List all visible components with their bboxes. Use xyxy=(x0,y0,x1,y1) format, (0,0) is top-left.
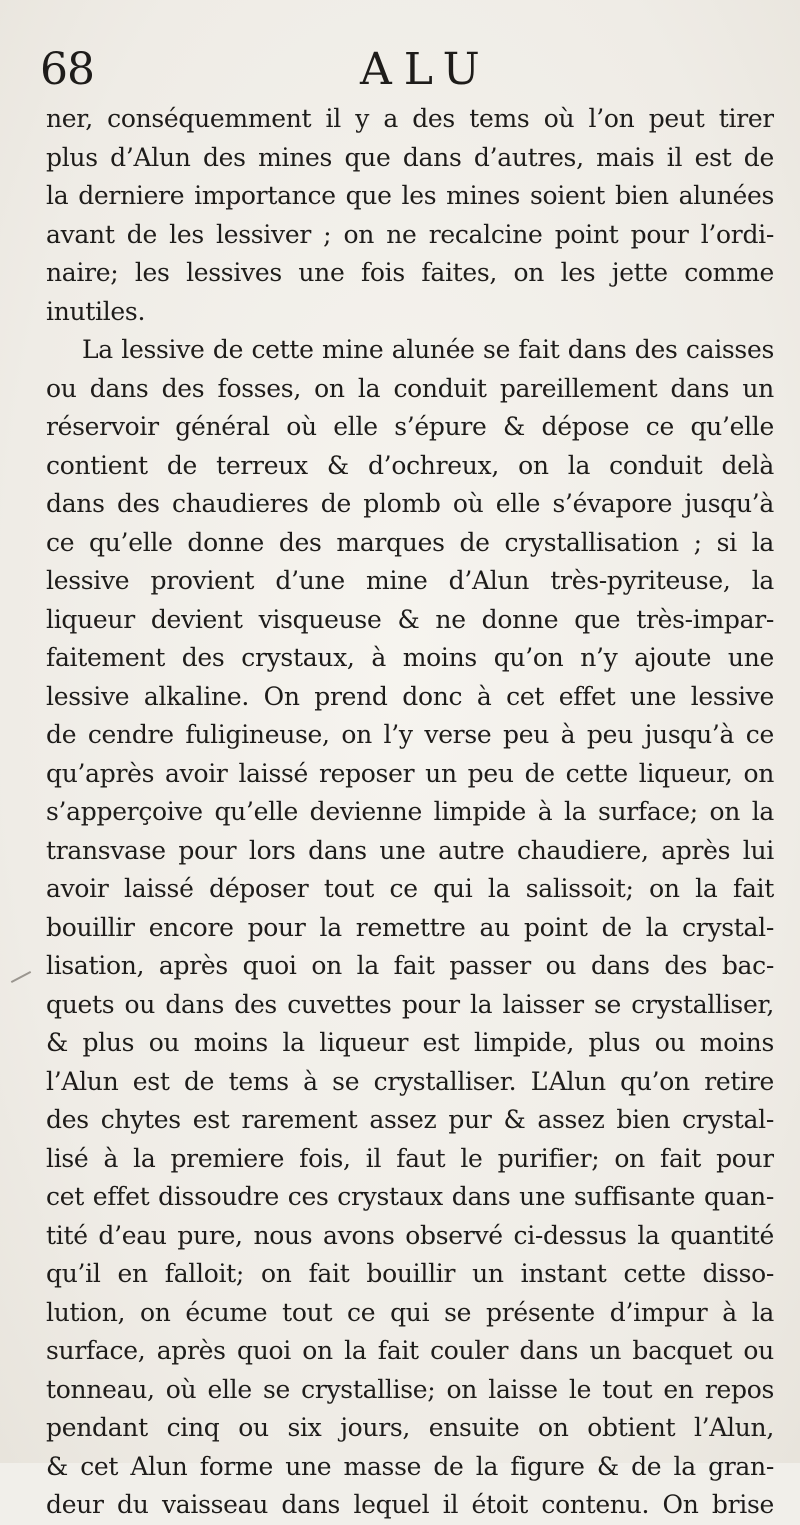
text-line: qu’après avoir laissé reposer un peu de cette liqueur, on xyxy=(46,758,774,788)
text-line: la derniere importance que les mines soient bien alunées xyxy=(46,181,774,210)
text-line: inutiles. xyxy=(46,296,146,326)
text-line: plus d’Alun des mines que dans d’autres, mais il est de xyxy=(46,142,774,172)
text-line: surface, après quoi on la fait couler dans un bacquet ou xyxy=(46,1336,774,1365)
text-line: avoir laissé déposer tout ce qui la salissoit; on la fait xyxy=(46,874,774,903)
text-line: & plus ou moins la liqueur est limpide, plus ou moins xyxy=(46,1028,774,1057)
text-line: deur du vaisseau dans lequel il étoit contenu. On brise xyxy=(46,1490,774,1519)
margin-mark xyxy=(11,971,31,983)
text-line: bouillir encore pour la remettre au point de la crystal- xyxy=(46,912,774,942)
text-line: s’apperçoive qu’elle devienne limpide à la surface; on la xyxy=(46,797,774,826)
text-line: cet effet dissoudre ces crystaux dans une suffisante quan- xyxy=(46,1182,774,1211)
text-line: contient de terreux & d’ochreux, on la conduit delà xyxy=(46,450,774,480)
text-line: de cendre fuligineuse, on l’y verse peu à peu jusqu’à ce xyxy=(46,720,774,749)
text-line: lution, on écume tout ce qui se présente d’impur à la xyxy=(46,1297,774,1327)
body-text xyxy=(46,100,774,1525)
text-line: tonneau, où elle se crystallise; on laisse le tout en repos xyxy=(46,1374,774,1404)
text-line: naire; les lessives une fois faites, on les jette comme xyxy=(46,258,774,287)
text-line: liqueur devient visqueuse & ne donne que très-impar- xyxy=(46,604,774,634)
text-line: réservoir général où elle s’épure & dépose ce qu’elle xyxy=(46,412,774,441)
text-line: qu’il en falloit; on fait bouillir un instant cette disso- xyxy=(46,1259,774,1288)
text-line: ou dans des fosses, on la conduit pareillement dans un xyxy=(46,373,774,403)
text-line: faitement des crystaux, à moins qu’on n’y ajoute une xyxy=(46,643,774,672)
text-line: transvase pour lors dans une autre chaudiere, après lui xyxy=(46,835,774,865)
page-number: 68 xyxy=(40,44,94,95)
text-line: lessive alkaline. On prend donc à cet effet une lessive xyxy=(46,681,774,711)
page-header xyxy=(40,42,780,102)
text-line: des chytes est rarement assez pur & assez bien crystal- xyxy=(46,1105,774,1134)
text-line: tité d’eau pure, nous avons observé ci-dessus la quantité xyxy=(46,1220,774,1250)
text-line: avant de les lessiver ; on ne recalcine point pour l’ordi- xyxy=(46,219,774,249)
text-line: ce qu’elle donne des marques de crystallisation ; si la xyxy=(46,527,774,557)
paragraph-first-line: La lessive de cette mine alunée se fait dans des caisses xyxy=(82,335,774,364)
running-head: ALU xyxy=(360,44,492,95)
text-line: lessive provient d’une mine d’Alun très-pyriteuse, la xyxy=(46,566,774,595)
text-line: l’Alun est de tems à se crystalliser. L’Alun qu’on retire xyxy=(46,1066,774,1096)
text-line: & cet Alun forme une masse de la figure & de la gran- xyxy=(46,1451,774,1481)
text-line: lisation, après quoi on la fait passer ou dans des bac- xyxy=(46,951,774,980)
text-line: lisé à la premiere fois, il faut le purifier; on fait pour xyxy=(46,1143,774,1173)
text-line: pendant cinq ou six jours, ensuite on obtient l’Alun, xyxy=(46,1413,774,1442)
text-line: quets ou dans des cuvettes pour la laisser se crystalliser, xyxy=(46,989,774,1019)
text-line: dans des chaudieres de plomb où elle s’évapore jusqu’à xyxy=(46,489,774,518)
text-line: ner, conséquemment il y a des tems où l’on peut tirer xyxy=(46,104,774,133)
